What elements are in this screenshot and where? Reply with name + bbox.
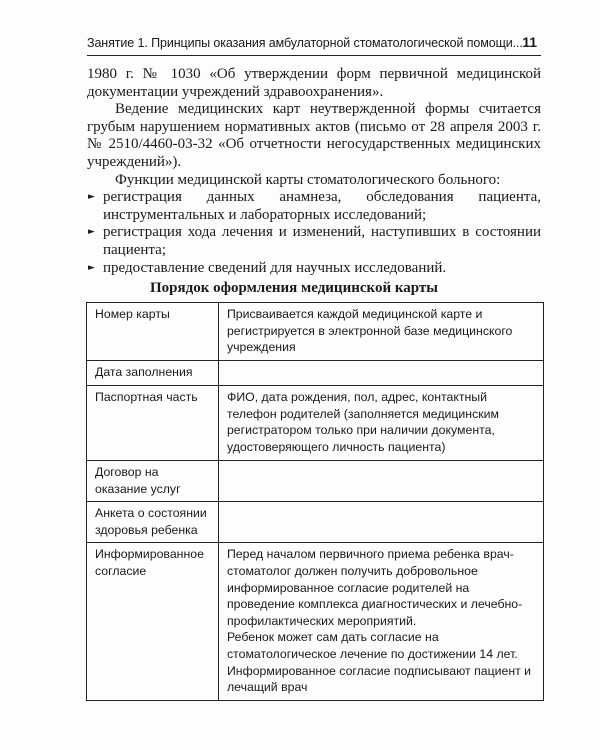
bullet-arrow-icon: ► [88, 192, 95, 203]
field-name-cell: Паспортная часть [87, 386, 219, 461]
field-name-cell: Дата заполнения [87, 361, 219, 386]
paragraph: Ведение медицинских карт неутвержденной формы считается грубым нарушением нормативных актов (письмо от 28 апреля 2003 г. № 2510/4460-03-32 «Об отчетности негосударственных медицинских учреждений»). [87, 101, 541, 170]
list-item [87, 224, 541, 259]
table-row [87, 461, 544, 502]
field-description-cell [218, 361, 543, 386]
table-row [87, 386, 544, 461]
field-name-cell: Информированное согласие [87, 543, 219, 700]
field-description-cell: ФИО, дата рождения, пол, адрес, контактный телефон родителей (заполняется медицинским регистратором только при наличии документа, удостоверяющего личность пациента) [218, 386, 543, 461]
field-name-cell: Номер карты [87, 303, 219, 361]
field-name-cell: Договор на оказание услуг [87, 461, 219, 502]
table-row [87, 361, 544, 386]
bullet-arrow-icon: ► [88, 227, 95, 238]
field-description-cell [218, 502, 543, 543]
table-row [87, 303, 544, 361]
field-description-cell [218, 461, 543, 502]
table-title: Порядок оформления медицинской карты [149, 280, 438, 296]
list-item [87, 189, 541, 224]
table-row [87, 502, 544, 543]
list-item-text: регистрация данных анамнеза, обследования пациента, инструментальных и лабораторных исследований; [103, 189, 541, 223]
field-description-cell: Перед началом первичного приема ребенка врач-стоматолог должен получить добровольное информированное согласие родителей на проведение комплекса диагностических и лечебно-профилактических мероприятий. Ребенок может сам дать согласие на стоматологическое лечение по достижении 14 лет. Информированное согласие подписывают пациент и лечащий врач [218, 543, 543, 700]
list-item-text: предоставление сведений для научных исследований. [103, 259, 447, 276]
page-header [87, 32, 541, 56]
list-item-text: регистрация хода лечения и изменений, наступивших в состоянии пациента; [103, 224, 541, 258]
paragraph: 1980 г. № 1030 «Об утверждении форм первичной медицинской документации учреждений здравоохранения». [87, 66, 541, 100]
page-number: 11 [522, 34, 537, 50]
field-description-cell: Присваивается каждой медицинской карте и регистрируется в электронной базе медицинского учреждения [218, 303, 543, 361]
functions-list [87, 189, 541, 277]
body-text [87, 66, 541, 277]
bullet-arrow-icon: ► [88, 262, 95, 273]
paragraph: Функции медицинской карты стоматологического больного: [115, 171, 501, 188]
field-name-cell: Анкета о состоянии здоровья ребенка [87, 502, 219, 543]
running-title: Занятие 1. Принципы оказания амбулаторной стоматологической помощи... [87, 36, 523, 50]
table-row [87, 543, 544, 700]
list-item [87, 260, 541, 278]
medical-card-table [86, 302, 544, 701]
